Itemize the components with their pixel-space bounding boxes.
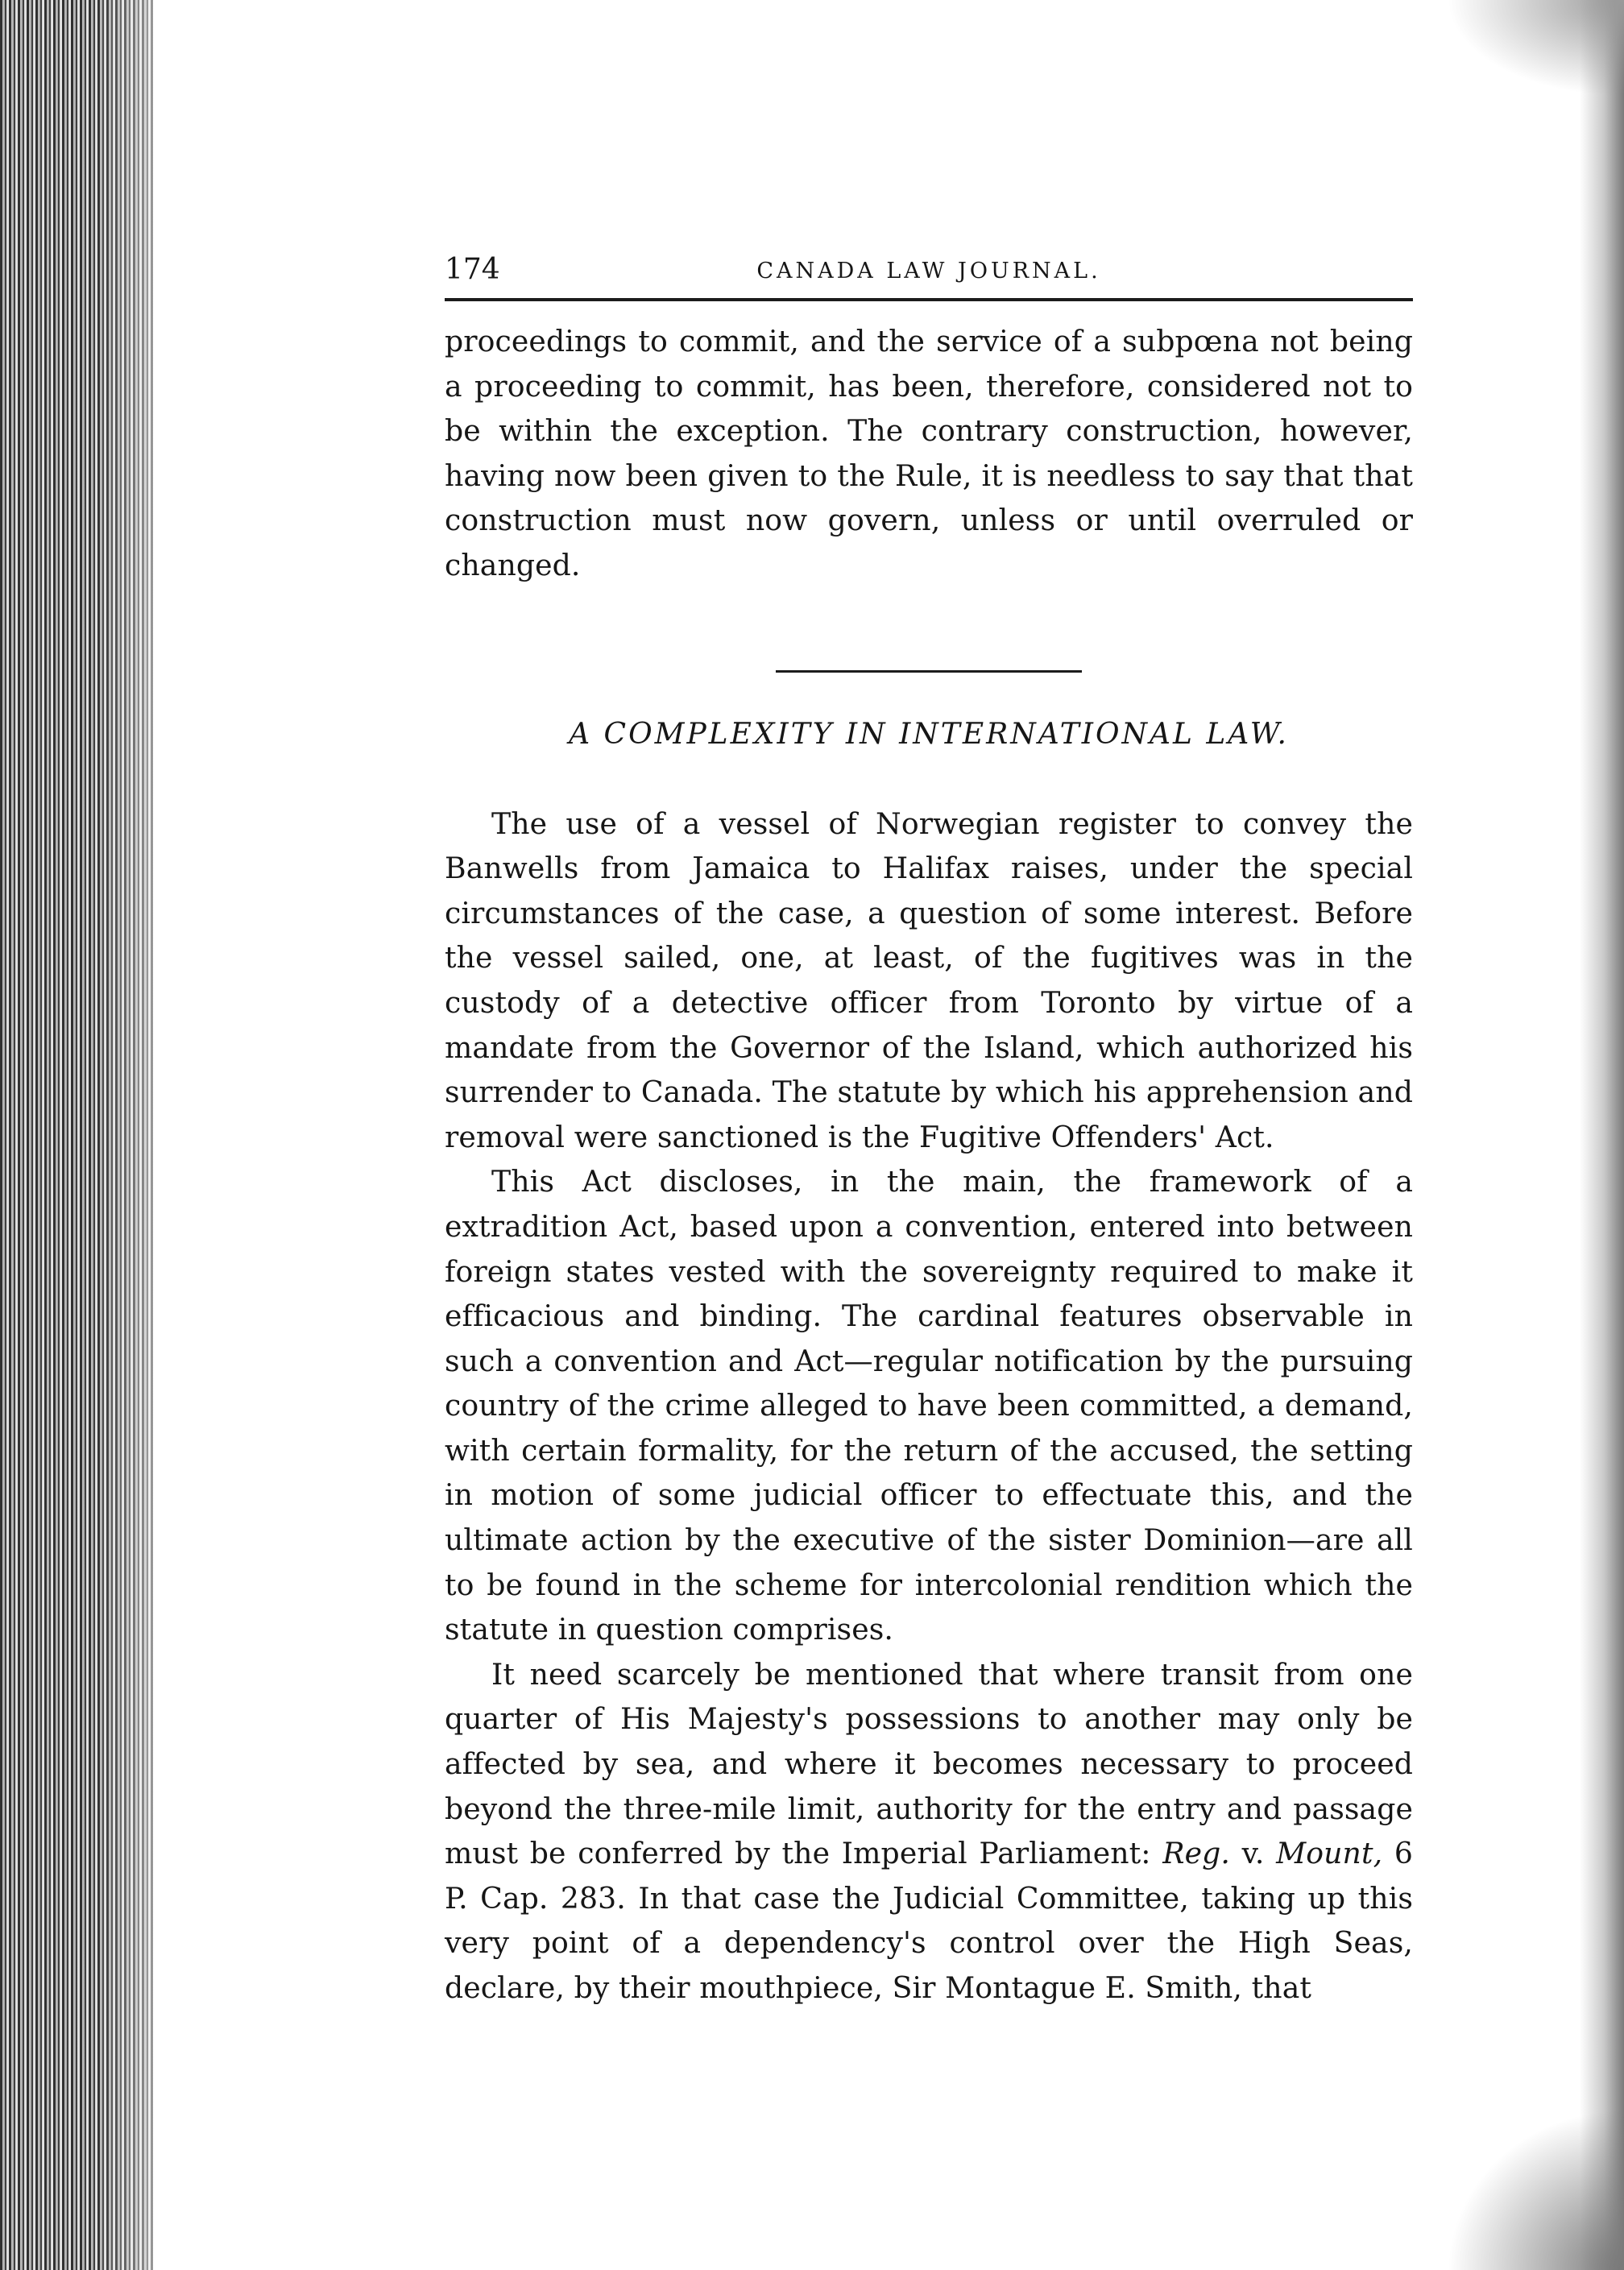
- journal-title: CANADA LAW JOURNAL.: [756, 259, 1101, 284]
- paragraph-3-text-after-case: 6 P. Cap. 283. In that case the Judicial Committee, taking up this very point of a dependency's control over the High Seas, declare, by their mouthpiece, Sir Montague E. Smith, that: [445, 1836, 1413, 2005]
- section-divider: [776, 670, 1082, 673]
- header-rule: [445, 298, 1413, 301]
- page-corner-top-right: [1447, 0, 1624, 97]
- running-head: [445, 250, 1413, 296]
- page-corner-bottom-right: [1447, 2109, 1624, 2270]
- page-edge-right: [1580, 0, 1624, 2270]
- continued-paragraph: proceedings to commit, and the service of a subpœna not being a proceeding to commit, has been, therefore, considered not to be within the exception. The contrary construction, however, having now been given to the Rule, it is needless to say that that construction must now govern, unless or until overruled or changed.: [445, 324, 1413, 582]
- binding-fade: [97, 0, 209, 2270]
- article-title: A COMPLEXITY IN INTERNATIONAL LAW.: [569, 717, 1289, 751]
- journal-page: [445, 250, 1413, 2011]
- page-number: 174: [445, 253, 500, 286]
- article-body: [445, 802, 1413, 2011]
- case-versus: v.: [1229, 1836, 1277, 1871]
- paragraph-3-text-before-case: It need scarcely be mentioned that where transit from one quarter of His Majesty's possessions to another may only be affected by sea, and where it becomes necessary to proceed beyond the three-mile limit, authority for the entry and passage must be conferred by the Imperial Parliament:: [445, 1656, 1413, 1871]
- article-paragraph-1: The use of a vessel of Norwegian register to convey the Banwells from Jamaica to Halifax raises, under the special circumstances of the case, a question of some interest. Before the vessel sailed, one, at least, of the fugitives was in the custody of a detective officer from Toronto by virtue of a mandate from the Governor of the Island, which authorized his surrender to Canada. The statute by which his apprehension and removal were sanctioned is the Fugitive Offenders' Act.: [445, 806, 1413, 1154]
- article-paragraph-2: This Act discloses, in the main, the framework of a extradition Act, based upon a convention, entered into between foreign states vested with the sovereignty required to make it efficacious and binding. The cardinal features observable in such a convention and Act—regular notification by the pursuing country of the crime alleged to have been committed, a demand, with certain formality, for the return of the accused, the setting in motion of some judicial officer to effectuate this, and the ultimate action by the executive of the sister Dominion—are all to be found in the scheme for intercolonial rendition which the statute in question comprises.: [445, 1164, 1413, 1647]
- article-paragraph-3: [445, 1652, 1413, 2011]
- case-name-reg: Reg.: [1162, 1836, 1230, 1871]
- case-name-mount: Mount,: [1276, 1836, 1383, 1871]
